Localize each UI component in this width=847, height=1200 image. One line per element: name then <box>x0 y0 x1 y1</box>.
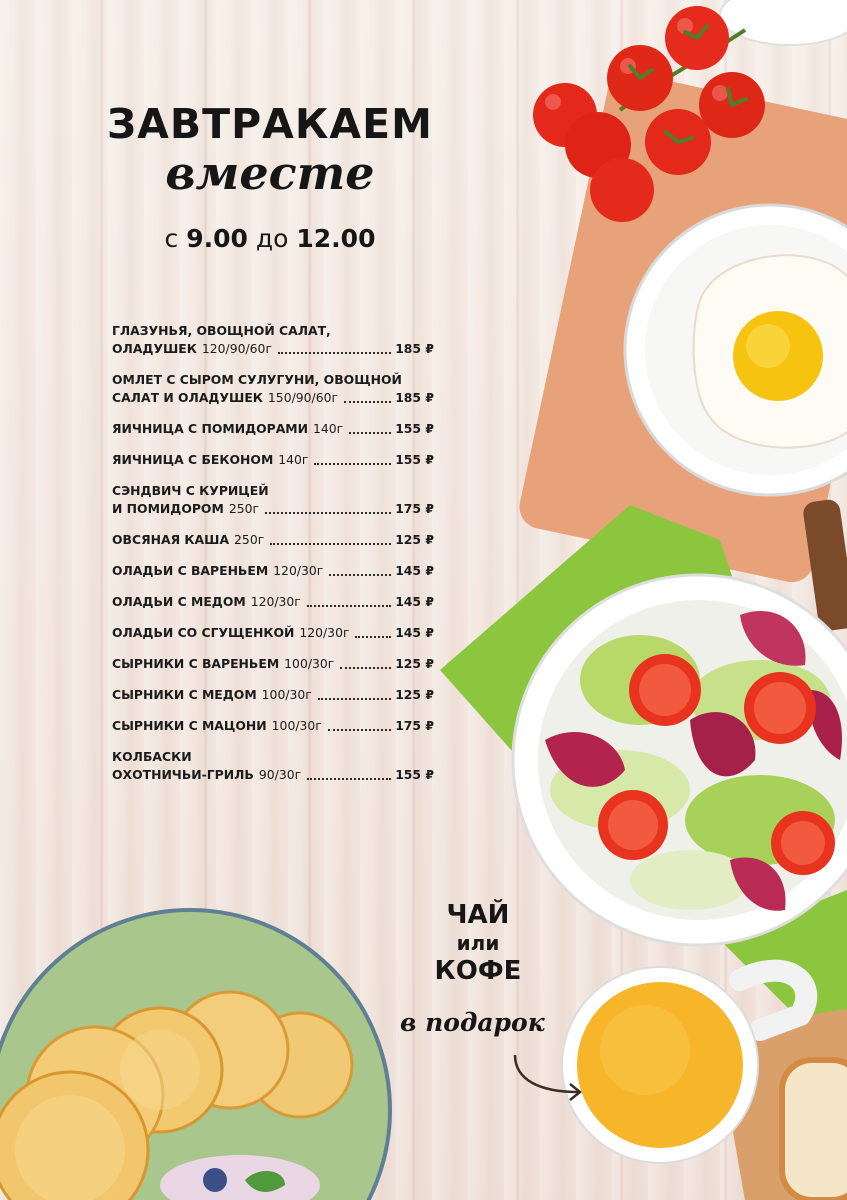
item-name: ОЛАДЬИ СО СГУЩЕНКОЙ <box>112 625 295 640</box>
item-price: 145 ₽ <box>395 563 434 578</box>
menu-item <box>112 531 434 549</box>
item-name: СЫРНИКИ С ВАРЕНЬЕМ <box>112 656 280 671</box>
serving-time <box>0 224 540 253</box>
menu-item <box>112 686 434 704</box>
item-weight: 250г <box>234 532 265 547</box>
page-subtitle: вместе <box>165 146 375 200</box>
time-prefix: с <box>164 224 187 253</box>
menu-item <box>112 420 434 438</box>
item-name: ОЛАДЬИ С ВАРЕНЬЕМ <box>112 563 269 578</box>
item-name: ОЛАДУШЕК <box>112 341 197 356</box>
item-name: СЫРНИКИ С МАЦОНИ <box>112 718 267 733</box>
menu-item <box>112 748 434 784</box>
item-name: САЛАТ И ОЛАДУШЕК <box>112 390 263 405</box>
item-price: 155 ₽ <box>395 421 434 436</box>
item-name-line1: СЭНДВИЧ С КУРИЦЕЙ <box>112 483 269 498</box>
time-from: 9.00 <box>186 224 248 253</box>
gift-tea: ЧАЙ <box>446 900 510 930</box>
menu-item <box>112 593 434 611</box>
time-to: 12.00 <box>296 224 376 253</box>
menu-item <box>112 371 434 407</box>
item-price: 185 ₽ <box>395 390 434 405</box>
item-weight: 120/30г <box>273 563 324 578</box>
item-weight: 150/90/60г <box>267 390 338 405</box>
menu-list <box>112 322 434 797</box>
menu-item <box>112 717 434 735</box>
item-weight: 100/30г <box>284 656 335 671</box>
item-price: 175 ₽ <box>395 718 434 733</box>
gift-coffee: КОФЕ <box>434 956 522 986</box>
item-weight: 90/30г <box>258 767 302 782</box>
item-price: 145 ₽ <box>395 594 434 609</box>
item-weight: 140г <box>313 421 344 436</box>
pancakes-image <box>0 910 390 1200</box>
menu-item <box>112 655 434 673</box>
gift-promo <box>418 900 538 986</box>
item-price: 155 ₽ <box>395 452 434 467</box>
item-name-line1: КОЛБАСКИ <box>112 749 192 764</box>
item-name: ОЛАДЬИ С МЕДОМ <box>112 594 246 609</box>
page-title: ЗАВТРАКАЕМ <box>107 100 433 148</box>
item-name: ЯИЧНИЦА С ПОМИДОРАМИ <box>112 421 309 436</box>
menu-item <box>112 451 434 469</box>
item-weight: 100/30г <box>261 687 312 702</box>
time-mid: до <box>247 224 297 253</box>
item-weight: 120/30г <box>299 625 350 640</box>
item-name: ЯИЧНИЦА С БЕКОНОМ <box>112 452 274 467</box>
menu-item <box>112 624 434 642</box>
item-weight: 250г <box>228 501 259 516</box>
item-name-line1: ОМЛЕТ С СЫРОМ СУЛУГУНИ, ОВОЩНОЙ <box>112 372 402 387</box>
item-weight: 100/30г <box>271 718 322 733</box>
item-price: 185 ₽ <box>395 341 434 356</box>
item-price: 145 ₽ <box>395 625 434 640</box>
menu-item <box>112 322 434 358</box>
cup-top-image <box>720 0 847 45</box>
item-price: 125 ₽ <box>395 687 434 702</box>
item-name: И ПОМИДОРОМ <box>112 501 224 516</box>
item-price: 125 ₽ <box>395 532 434 547</box>
menu-item <box>112 482 434 518</box>
gift-free: в подарок <box>400 1008 545 1037</box>
item-weight: 120/30г <box>250 594 301 609</box>
item-name: ОВСЯНАЯ КАША <box>112 532 230 547</box>
item-name: ОХОТНИЧЬИ-ГРИЛЬ <box>112 767 254 782</box>
gift-or: или <box>456 931 500 955</box>
item-weight: 120/90/60г <box>201 341 272 356</box>
item-price: 155 ₽ <box>395 767 434 782</box>
item-price: 125 ₽ <box>395 656 434 671</box>
item-price: 175 ₽ <box>395 501 434 516</box>
item-weight: 140г <box>278 452 309 467</box>
menu-item <box>112 562 434 580</box>
item-name: СЫРНИКИ С МЕДОМ <box>112 687 257 702</box>
item-name-line1: ГЛАЗУНЬЯ, ОВОЩНОЙ САЛАТ, <box>112 323 331 338</box>
